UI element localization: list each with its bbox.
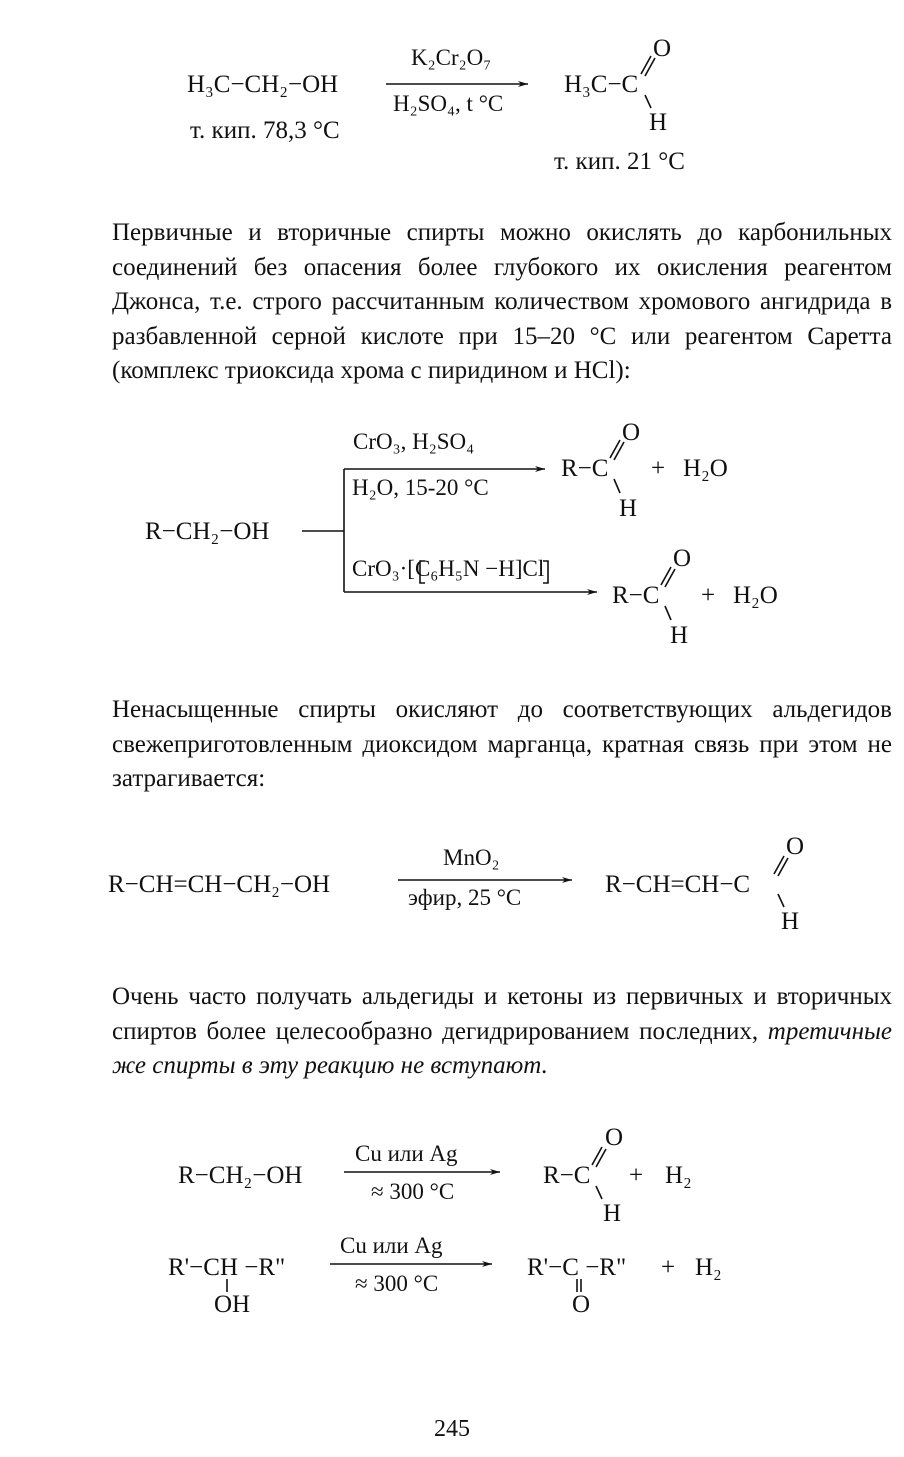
page-number: 245 bbox=[434, 1416, 470, 1442]
r4-reactant: R−CH₂−OH bbox=[178, 1162, 303, 1189]
r2-lower-water: H₂O bbox=[733, 582, 778, 609]
r2-upper-product-h: H bbox=[619, 495, 638, 522]
r4-bond-o2 bbox=[596, 1149, 606, 1167]
r2-reactant: R−CH₂−OH bbox=[145, 518, 270, 545]
r2-lo-bond-h bbox=[665, 606, 671, 620]
r2-lo-bond-o bbox=[661, 567, 671, 585]
r1-reactant: H₃C−CH₂−OH bbox=[187, 71, 339, 98]
r1-bond-o bbox=[641, 56, 651, 74]
r2-lo-bond-o2 bbox=[665, 569, 675, 587]
r3-product: R−CH=CH−C bbox=[605, 871, 751, 898]
r5-reagent-bottom: ≈ 300 °C bbox=[355, 1271, 439, 1296]
r1-reagent-bottom: H₂SO₄, t °C bbox=[393, 91, 504, 116]
r4-product-h: H bbox=[603, 1200, 622, 1227]
r2-bracket-right bbox=[543, 561, 548, 583]
r3-product-o: O bbox=[786, 833, 805, 860]
r2-upper-product: R−C bbox=[561, 455, 609, 482]
r5-reactant: R'−CH −R" bbox=[168, 1254, 286, 1281]
r1-bond-h bbox=[645, 95, 651, 108]
paragraph-text: Ненасыщенные спирты окисляют до соответствующих альдегидов свежеприготовленным диоксидом марганца, кратная связь при этом не затрагивается: bbox=[112, 696, 892, 792]
paragraph-text: Первичные и вторичные спирты можно окислять до карбонильных соединений без опасения более глубокого их окисления реагентом Джонса, т.е. строго рассчитанным количеством хромового ангидрида в разбавленной серной кислоте при 15–20 °C или реагентом Саретта (комплекс триоксида хрома с пиридином и HCl): bbox=[112, 219, 892, 384]
r1-bond-o2 bbox=[645, 58, 655, 76]
r2-upper-plus: + bbox=[651, 455, 666, 482]
r3-bond-o bbox=[774, 856, 784, 874]
r2-up-bond-o bbox=[610, 440, 620, 458]
r3-reagent-top: MnO₂ bbox=[443, 845, 500, 870]
r2-lower-product-h: H bbox=[670, 622, 689, 649]
r3-reagent-bottom: эфир, 25 °C bbox=[408, 885, 522, 910]
r3-bond-o2 bbox=[778, 858, 788, 876]
r2-lower-plus: + bbox=[701, 582, 716, 609]
r2-lower-product-o: O bbox=[673, 545, 692, 572]
r4-product-o: O bbox=[605, 1124, 624, 1151]
r4-reagent-bottom: ≈ 300 °C bbox=[371, 1179, 455, 1204]
r5-reagent-top: Cu или Ag bbox=[340, 1233, 443, 1258]
r4-reagent-top: Cu или Ag bbox=[355, 1141, 458, 1166]
r3-bond-h bbox=[778, 894, 784, 907]
r2-bracket-left bbox=[420, 561, 425, 583]
r2-upper-reagent-top: CrO₃, H₂SO₄ bbox=[353, 429, 475, 454]
r4-plus: + bbox=[629, 1162, 644, 1189]
r2-lower-product: R−C bbox=[612, 582, 660, 609]
r2-upper-reagent-bottom: H₂O, 15-20 °C bbox=[352, 475, 489, 500]
r2-upper-water: H₂O bbox=[683, 455, 728, 482]
r5-plus: + bbox=[661, 1254, 676, 1281]
r4-product: R−C bbox=[543, 1162, 591, 1189]
r2-up-bond-o2 bbox=[614, 442, 624, 460]
r4-h2: H₂ bbox=[665, 1162, 692, 1189]
r5-h2: H₂ bbox=[695, 1254, 722, 1281]
r1-product-h: H bbox=[649, 109, 668, 136]
r5-oh: OH bbox=[214, 1291, 251, 1318]
r1-bp-product: т. кип. 21 °C bbox=[554, 148, 685, 175]
r4-bond-h bbox=[596, 1186, 602, 1199]
r1-reagent-top: K₂Cr₂O₇ bbox=[411, 45, 492, 70]
r2-up-bond-h bbox=[614, 479, 620, 493]
paragraph-italic: третичные же спирты в эту реакцию не вступают. bbox=[112, 1017, 892, 1079]
r4-bond-o bbox=[592, 1147, 602, 1165]
r1-product-o: O bbox=[653, 35, 672, 62]
r1-bp-reactant: т. кип. 78,3 °C bbox=[190, 117, 340, 144]
r5-product: R'−C −R" bbox=[527, 1254, 627, 1281]
r3-reactant: R−CH=CH−CH₂−OH bbox=[108, 871, 331, 898]
r2-upper-product-o: O bbox=[622, 419, 641, 446]
r1-product: H₃C−C bbox=[564, 71, 639, 98]
r3-product-h: H bbox=[781, 908, 800, 935]
r5-product-o: O bbox=[572, 1291, 591, 1318]
paragraph-normal: Очень часто получать альдегиды и кетоны из первичных и вторичных спиртов более целесообразно дегидрированием последних, bbox=[112, 983, 892, 1045]
r2-lower-reagent: CrO₃·[C₆H₅N −H]Cl bbox=[352, 556, 545, 581]
